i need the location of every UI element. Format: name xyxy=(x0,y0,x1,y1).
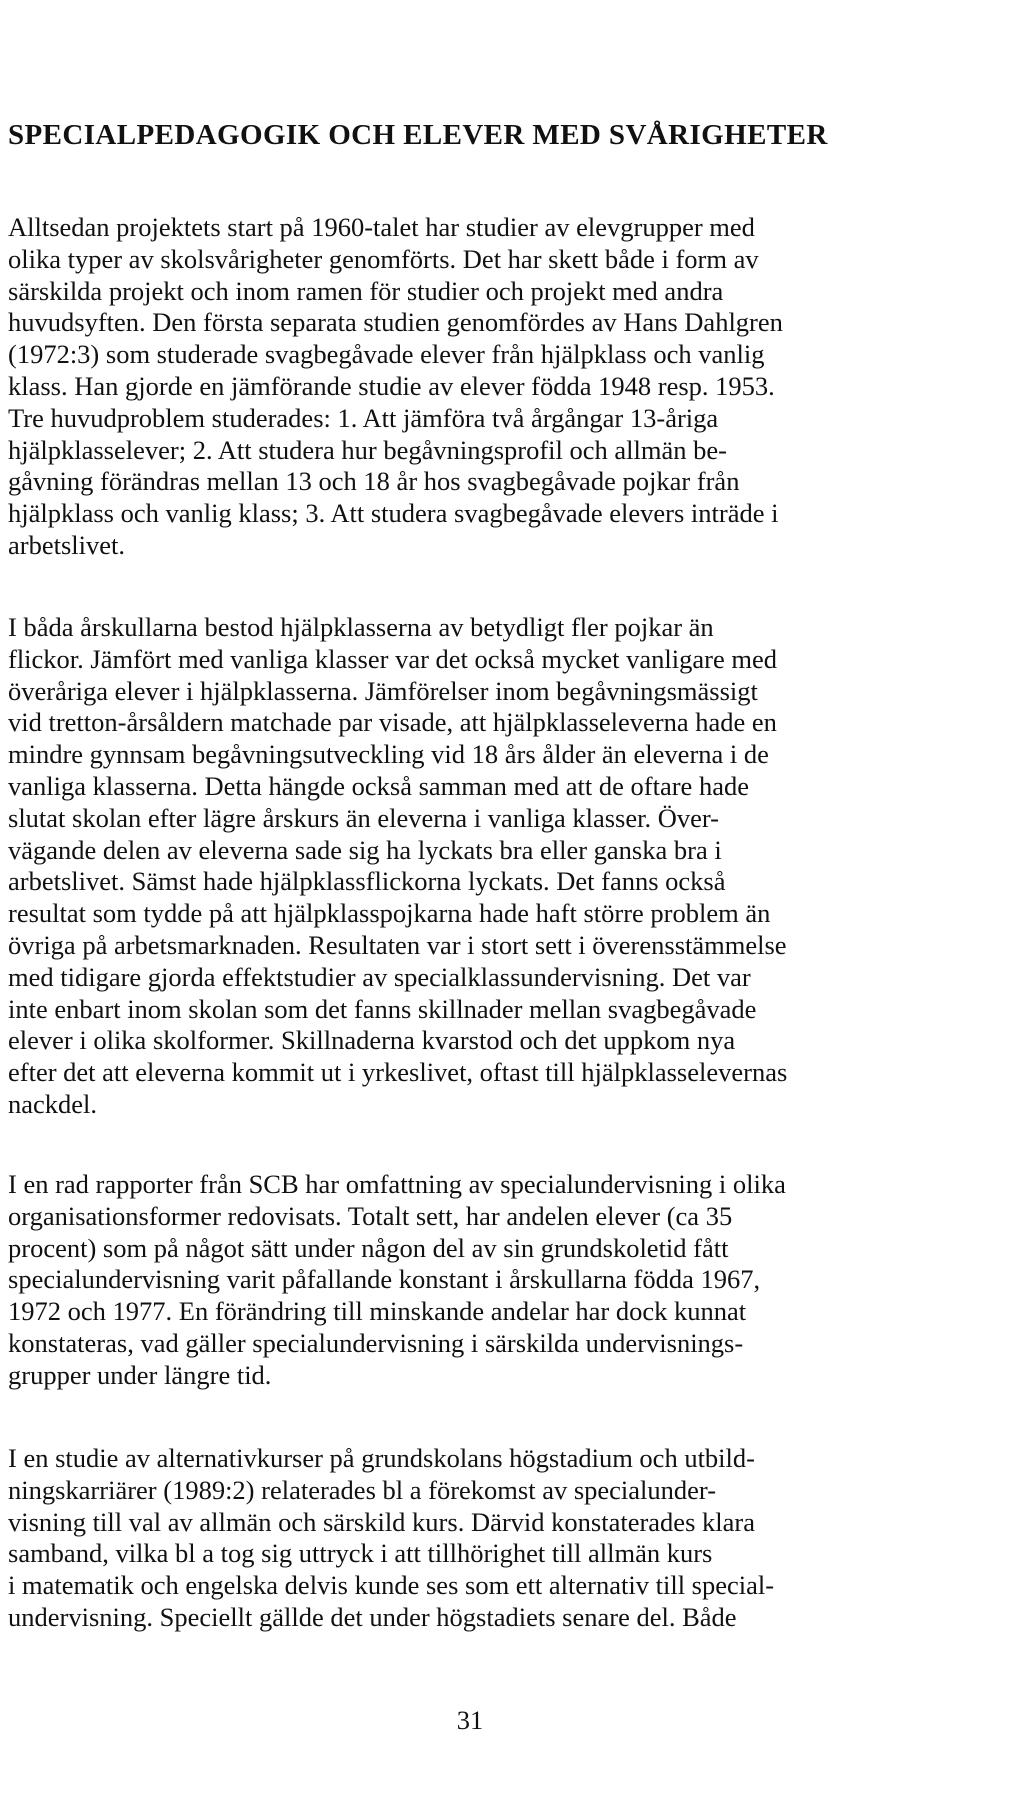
text-line: visning till val av allmän och särskild kurs. Därvid konstaterades klara xyxy=(8,1506,755,1537)
section-title: SPECIALPEDAGOGIK OCH ELEVER MED SVÅRIGHETER xyxy=(8,119,828,151)
text-line: särskilda projekt och inom ramen för studier och projekt med andra xyxy=(8,275,724,306)
text-line: flickor. Jämfört med vanliga klasser var det också mycket vanligare med xyxy=(8,643,777,674)
text-line: Alltsedan projektets start på 1960-talet har studier av elevgrupper med xyxy=(8,212,755,242)
text-line: undervisning. Speciellt gällde det under högstadiets senare del. Både xyxy=(8,1601,737,1632)
text-line: grupper under längre tid. xyxy=(8,1359,272,1390)
text-line: resultat som tydde på att hjälpklasspojkarna hade haft större problem än xyxy=(8,898,771,929)
text-line: med tidigare gjorda effektstudier av specialklassundervisning. Det var xyxy=(8,961,751,992)
text-line: konstateras, vad gäller specialundervisning i särskilda undervisnings- xyxy=(8,1327,744,1358)
text-line: specialundervisning varit påfallande konstant i årskullarna födda 1967, xyxy=(8,1264,761,1295)
text-line: klass. Han gjorde en jämförande studie av elever födda 1948 resp. 1953. xyxy=(8,370,775,401)
text-line: ningskarriärer (1989:2) relaterades bl a förekomst av specialunder- xyxy=(8,1474,717,1505)
text-line: hjälpklasselever; 2. Att studera hur begåvningsprofil och allmän be- xyxy=(8,434,727,465)
text-line: huvudsyften. Den första separata studien genomfördes av Hans Dahlgren xyxy=(8,307,783,338)
paragraph-hjalpklass-results xyxy=(8,612,938,1121)
text-line: vanliga klasserna. Detta hängde också samman med att de oftare hade xyxy=(8,770,749,801)
text-line: samband, vilka bl a tog sig uttryck i att tillhörighet till allmän kurs xyxy=(8,1538,713,1569)
text-line: organisationsformer redovisats. Totalt sett, har andelen elever (ca 35 xyxy=(8,1200,733,1231)
text-line: arbetslivet. Sämst hade hjälpklassflickorna lyckats. Det fanns också xyxy=(8,866,726,897)
text-line: procent) som på något sätt under någon del av sin grundskoletid fått xyxy=(8,1232,729,1263)
text-line: efter det att eleverna kommit ut i yrkeslivet, oftast till hjälpklasselevernas xyxy=(8,1057,788,1088)
text-line: vid tretton-årsåldern matchade par visade, att hjälpklasseleverna hade en xyxy=(8,707,777,738)
text-line: inte enbart inom skolan som det fanns skillnader mellan svagbegåvade xyxy=(8,993,757,1024)
text-line: mindre gynnsam begåvningsutveckling vid 18 års ålder än eleverna i de xyxy=(8,739,769,770)
text-line: överåriga elever i hjälpklasserna. Jämförelser inom begåvningsmässigt xyxy=(8,675,758,706)
text-line: i matematik och engelska delvis kunde ses som ett alternativ till special- xyxy=(8,1570,775,1601)
text-line: övriga på arbetsmarknaden. Resultaten var i stort sett i överensstämmelse xyxy=(8,929,787,960)
text-line: slutat skolan efter lägre årskurs än eleverna i vanliga klasser. Över- xyxy=(8,802,720,833)
paragraph-scb-reports xyxy=(8,1169,938,1392)
text-line: I en rad rapporter från SCB har omfattning av specialundervisning i olika xyxy=(8,1169,786,1199)
paragraph-dahlgren-study xyxy=(8,212,938,562)
text-line: 1972 och 1977. En förändring till minskande andelar har dock kunnat xyxy=(8,1296,747,1327)
page-number: 31 xyxy=(456,1705,484,1735)
text-line: arbetslivet. xyxy=(8,529,125,560)
text-line: elever i olika skolformer. Skillnaderna kvarstod och det uppkom nya xyxy=(8,1025,736,1056)
text-line: hjälpklass och vanlig klass; 3. Att studera svagbegåvade elevers inträde i xyxy=(8,498,779,529)
text-line: nackdel. xyxy=(8,1088,98,1119)
text-line: I en studie av alternativkurser på grundskolans högstadium och utbild- xyxy=(8,1443,755,1473)
text-line: olika typer av skolsvårigheter genomförts. Det har skett både i form av xyxy=(8,243,759,274)
text-line: Tre huvudproblem studerades: 1. Att jämföra två årgångar 13-åriga xyxy=(8,402,719,433)
text-line: I båda årskullarna bestod hjälpklasserna av betydligt fler pojkar än xyxy=(8,612,714,642)
text-line: vägande delen av eleverna sade sig ha lyckats bra eller ganska bra i xyxy=(8,834,722,865)
text-line: (1972:3) som studerade svagbegåvade elever från hjälpklass och vanlig xyxy=(8,339,765,370)
paragraph-alternativkurser xyxy=(8,1443,938,1634)
text-line: gåvning förändras mellan 13 och 18 år hos svagbegåvade pojkar från xyxy=(8,466,740,497)
